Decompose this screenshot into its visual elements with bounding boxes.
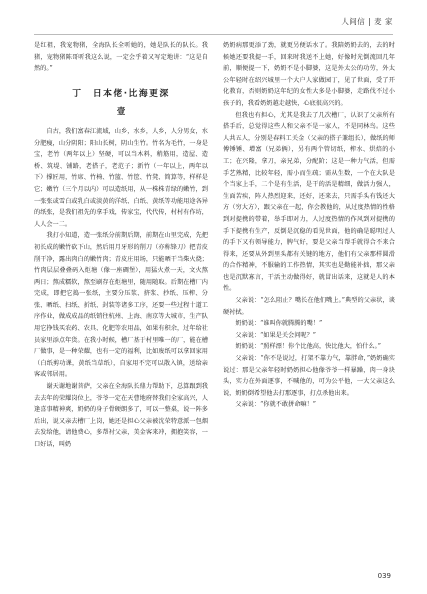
paragraph: 奶奶说：“谁叫你就腾腾的嘴！” <box>235 320 323 328</box>
paragraph: 奶奶病那更添了劲，就更另便话水了。我陪奶奶去的，去的时候她还要我提一手，回来时我送不上她，好像时光倒流回几年前，顺便提一下，奶奶不是小脚婆，这是外太公的功劳，外太公年轻时在绍兴城里一个大户人家做园丁，见了世面，受了开化教育，否则奶奶这年纪的女性大多是小脚婆，走路伐不过小孩子的，我看奶奶越走越快，心底很高兴的。 <box>223 42 395 107</box>
right-text-column <box>223 40 395 560</box>
paragraph: 自古，我们富春江流域，山乡，水乡，人乡，人分男女，水分肥瘦，山分阴阳；阳山长树，阴山生竹。竹名为毛竹，一身是宝，老竹（两年以上）坚硬，可以当木料，稍筋用，造屋、造桥、筑堤、铺路，老搭子，老范子；新竹（一年以上，两年以下）撑匠用，竹席、竹椅、竹篮、竹筐、竹凳、简算等，样样是它；嫩竹（三个月以内）可以造纸用，从一株株青绿的嫩竹，到一张张或雪白或乳白或淡黄的洋纸、白纸、黄纸等功能用途各异的纸张，是我们祖先的拿手戏，传家宝，代代传，村村有作坊，人人会一二。 <box>34 127 208 228</box>
paragraph: 谢天谢地谢菩萨，父亲在全海队长鼎力帮助下，总算跟到我去去年的荣耀岗位上，爷爷一定在天曹地府替我们全家高兴，人逢喜事精神爽，奶奶的身子骨硬朗多了，可以一整桌，说一阵多后出，说又亲去槽厂上岗，她还是担心父亲被沈荣特意派一包烟去发给他，请他费心，多帮衬父亲，美金客来冲，拥抱笑容，一口好话，叫奶 <box>34 383 208 448</box>
left-text-column <box>34 40 208 580</box>
running-head: 人间信 | 麦 家 <box>341 17 393 26</box>
paragraph: 父亲说：“怎么阻止？嘴长在他们嘴上。”典型的父亲状，谈硬衬拭。 <box>223 297 395 316</box>
paragraph: 父亲说：“你就不敢拼命嘛！” <box>235 401 316 409</box>
paragraph: 父亲说：“如果是关会问呢？” <box>235 331 316 339</box>
header-rule <box>34 34 393 35</box>
paragraph: 但我也有担心，尤其是我去了几次槽厂，认识了父亲所有搭手后，总觉得这些人和父亲不是一家人，不是同林鸟。这些人共五人，分别是春料工关金（父亲的搭子兼组长），做纸的师傅锤锤、增富（兄弟俩），另有两个管切纸，榨水、烘焙的小工；在兴隆，拿刀，亲兄弟，分配阶；这是一种力气活，但需手艺熟精，比较年轻，需小而生疏；需从生数，一个在大队是个当家上手，二个是有生活，是干的活是精细，做活力强人，生面苦疾，阵人热烈迎来，还好，还来去，只需手头有钱还大方（穷大方），跟父亲在一起，你会教他的，从过度热情的性格到对提携的带着，举手即对力，人过度热情的作风到对提携的手下提携有生产，反倒是沉稳的看见世面，他的确是聪明过人的手下又有领导能力，脾气好，要是父亲当帮手就得合不来合得来，还要从外到里头都有关键的地方，他们有父亲那样圆滑的合作精神，不服输的工作热情，其实也是勤能补拙，那父亲也是沉默寡言，干活主动做得好，就冒出话来，这就是人的本性。 <box>223 111 395 293</box>
chapter-title: 丁 日本佬·比海更深 <box>72 88 170 99</box>
section-title: 壹 <box>116 106 126 117</box>
paragraph: 是红祖，我宠物猪，全海队长全听她的，她是队长的队长。我猪，宠物猪陈哥听我这么说，一定会乎着又写定地讲：“这是自然的。” <box>34 42 208 73</box>
paragraph: 奶奶说：“照样漂！你个比他高，快比他大，怕什么。” <box>235 343 381 351</box>
paragraph: 父亲说：“你不是说过，打架不靠力气，靠胖命，”奶奶确实说过：那是父亲年轻时奶奶担心他像爷爷一样暴躁，肉一身块头，实力在外面逐事，不喊他的，可为公平他，一大父亲这么说，奶奶倒希望他去打那逐事，打点杀他出来。 <box>223 355 395 397</box>
page-number: 039 <box>377 572 391 580</box>
paragraph: 我打小知道，造一张纸分前期后期，前期在山里完成，先把初长成的嫩竹砍下山，然后用月牙形的削刀（亦称锋刀）把青皮削干净，露出肉白的嫩竹肉；青皮庄用场，只能晒干当柴火烧；竹肉层层叠叠码入炬塘（像一座碉堡），用猛火煮一天，文火熬两日；熬成糯软，熬至刷存在炬塘里，随用随取。后期在槽厂内完成，即把它捣一张纸，主要分压浆、挤浆、抄纸、压榨、分张、晒纸、扫纸、折纸、封装等诸多工序，还要一些过程十道工序作业，做成成品的纸销往杭州、上海、南京等大城市，生产队用它挣钱买农药、农具、化肥等农用品，如果有积余，过年给社员家里添点年货。在我小时候，槽厂基于村里唯一的厂，能在槽厂做事，是一种荣耀，也有一定的福利，比如废纸可以拿回家用（白纸剪功课，黄纸当草纸），自家用不完可以散入镇，送给亲客或邻居用。 <box>34 232 208 379</box>
